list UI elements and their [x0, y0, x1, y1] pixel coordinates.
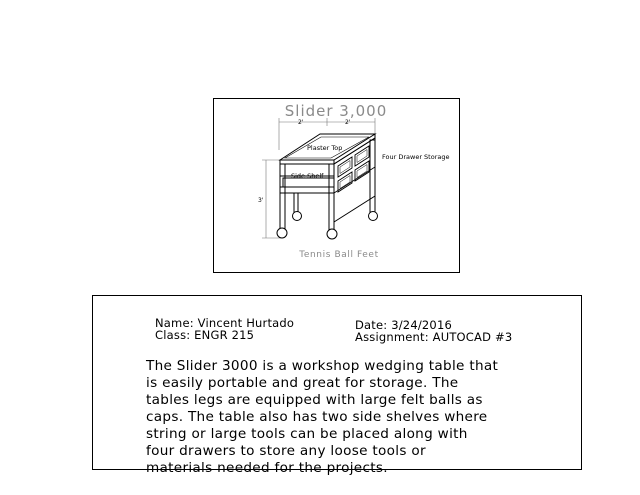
front-right-leg	[329, 164, 334, 230]
dim-right-label: 2'	[345, 119, 351, 126]
foot-front-right	[327, 229, 337, 239]
back-right-leg	[370, 140, 375, 212]
info-block	[92, 295, 582, 476]
height-dimension	[262, 160, 281, 238]
label-plaster-top: Plaster Top	[307, 144, 343, 152]
class-label: Class: ENGR 215	[155, 328, 255, 342]
name-label: Name: Vincent Hurtado	[155, 316, 295, 330]
drawing-title: Slider 3,000	[284, 102, 388, 120]
assignment-label: Assignment: AUTOCAD #3	[355, 330, 513, 344]
dim-left-label: 2'	[298, 119, 304, 126]
label-four-drawer: Four Drawer Storage	[382, 153, 450, 161]
label-side-shelf: Side Shelf	[291, 172, 324, 180]
description-text	[146, 358, 576, 477]
date-label: Date: 3/24/2016	[355, 318, 452, 332]
foot-back-left	[293, 212, 302, 221]
description-line: caps. The table also has two side shelves where	[146, 409, 488, 425]
description-line: materials needed for the projects.	[146, 460, 388, 476]
foot-front-left	[277, 228, 287, 238]
drawers	[338, 146, 369, 192]
top-front-edge	[280, 160, 334, 164]
front-left-leg	[280, 164, 285, 230]
drawing-frame	[214, 99, 460, 273]
tennis-ball-feet	[277, 212, 378, 240]
description-line: The Slider 3000 is a workshop wedging table that	[146, 358, 499, 374]
description-line: is easily portable and great for storage. The	[146, 375, 459, 391]
foot-back-right	[369, 212, 378, 221]
dim-height-label: 3'	[258, 197, 264, 204]
description-line: four drawers to store any loose tools or	[146, 443, 426, 459]
label-tennis-feet: Tennis Ball Feet	[299, 250, 379, 260]
description-line: tables legs are equipped with large felt balls as	[146, 392, 483, 408]
description-line: string or large tools can be placed along with	[146, 426, 468, 442]
